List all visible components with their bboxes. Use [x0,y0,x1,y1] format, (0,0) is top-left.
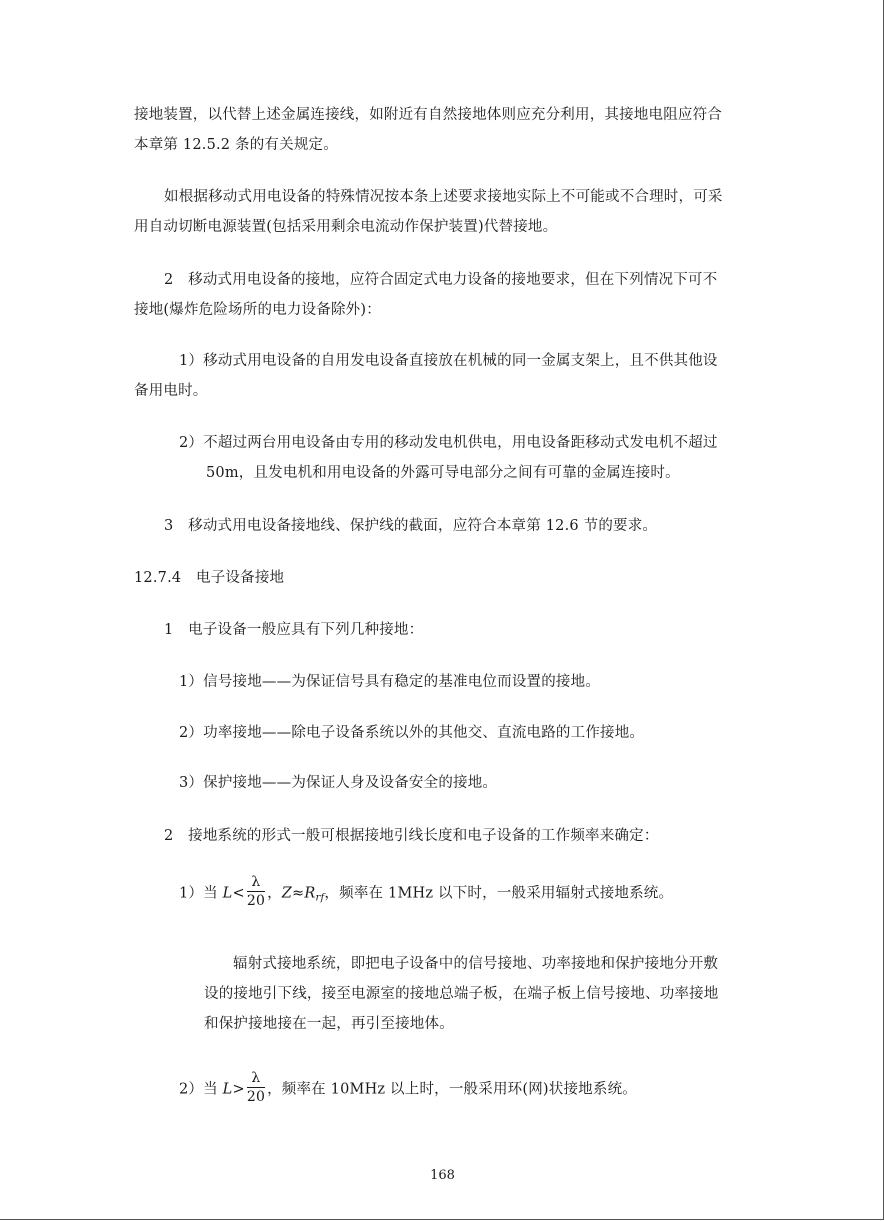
list-item-line: 1）信号接地——为保证信号具有稳定的基准电位而设置的接地。 [179,674,601,690]
formula-variable: Z [281,885,293,902]
page-number: 168 [430,1168,455,1183]
paragraph-line: 如根据移动式用电设备的特殊情况按本条上述要求接地实际上不可能或不合理时，可采 [164,189,723,205]
list-item-line: 3）保护接地——为保证人身及设备安全的接地。 [179,775,498,791]
formula-operator: > [232,1081,245,1098]
fraction [247,1071,265,1104]
formula-operator: ≈ [292,885,305,902]
fraction-numerator: λ [247,1071,265,1088]
list-item-line: 50m，且发电机和用电设备的外露可导电部分之间有可靠的金属连接时。 [206,465,680,481]
formula-text: 1）当 [179,885,223,902]
formula-operator: < [232,885,245,902]
paragraph-line: 用自动切断电源装置(包括采用剩余电流动作保护装置)代替接地。 [134,219,558,235]
formula-text: ，频率在 1MHz 以下时，一般采用辐射式接地系统。 [324,885,674,902]
fraction-denominator: 20 [246,893,266,909]
list-item-line: 2）功率接地——除电子设备系统以外的其他交、直流电路的工作接地。 [179,725,645,741]
formula-variable: L [222,1081,233,1098]
formula-text: 2）当 [179,1081,223,1098]
formula-text: ，频率在 10MHz 以上时，一般采用环(网)状接地系统。 [267,1081,637,1098]
paragraph-line: 本章第 12.5.2 条的有关规定。 [134,137,338,153]
formula-line [179,1070,637,1106]
formula-variable: L [222,885,233,902]
list-item-line: 1）移动式用电设备的自用发电设备直接放在机械的同一金属支架上，且不供其他设 [179,353,718,369]
paragraph-line: 1 电子设备一般应具有下列几种接地： [164,622,424,638]
paragraph-line: 2 接地系统的形式一般可根据接地引线长度和电子设备的工作频率来确定： [164,828,659,844]
list-item-line: 备用电时。 [134,383,208,399]
paragraph-line: 接地装置，以代替上述金属连接线，如附近有自然接地体则应充分利用，其接地电阻应符合 [134,107,722,123]
section-heading: 12.7.4 电子设备接地 [134,570,285,586]
paragraph-line: 设的接地引下线，接至电源室的接地总端子板，在端子板上信号接地、功率接地 [204,986,719,1002]
paragraph-line: 接地(爆炸危险场所的电力设备除外)： [134,302,381,318]
formula-variable: R [304,885,316,902]
paragraph-line: 和保护接地接在一起，再引至接地体。 [204,1016,454,1032]
fraction-denominator: 20 [246,1089,266,1105]
formula-text: ， [267,885,282,902]
fraction-numerator: λ [247,875,265,892]
paragraph-line: 3 移动式用电设备接地线、保护线的截面，应符合本章第 12.6 节的要求。 [164,518,658,534]
formula-subscript: rf [315,892,325,904]
list-item-line: 2）不超过两台用电设备由专用的移动发电机供电，用电设备距移动式发电机不超过 [179,435,718,451]
paragraph-line: 2 移动式用电设备的接地，应符合固定式电力设备的接地要求，但在下列情况下可不 [164,272,718,288]
formula-line [179,874,674,910]
fraction [247,875,265,908]
paragraph-line: 辐射式接地系统，即把电子设备中的信号接地、功率接地和保护接地分开敷 [233,956,719,972]
